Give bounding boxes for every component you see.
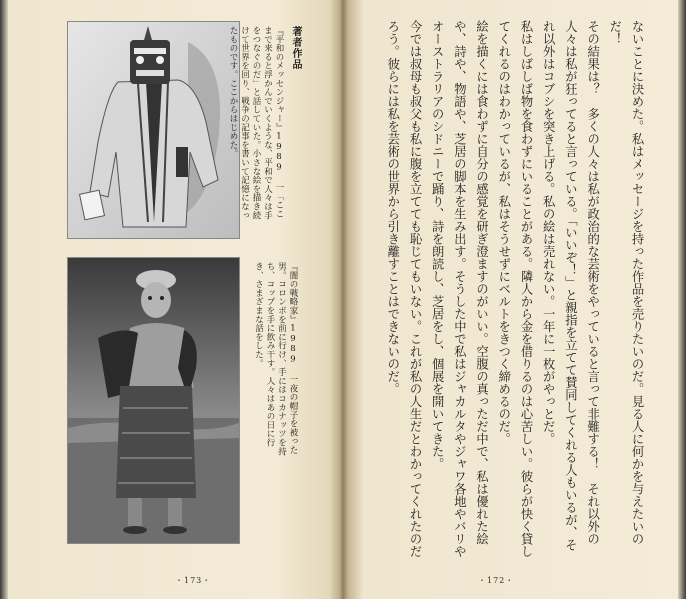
- mask-figure-illustration: [68, 22, 239, 238]
- artwork-photo-bottom: [67, 257, 240, 544]
- paragraph: 絵を描くには食わずに自分の感覚を研ぎ澄ますのがいい。空腹の真っただ中で、私は優れた絵や、詩や、物語や、芝居の脚本を生み出す。そうした中で私はジャカルタやジャワ各地やバリやオーストラリアのシドニーで踊り、詩を朗読し、芝居をし、個展を開いてきた。: [430, 20, 489, 558]
- main-body-text: [358, 20, 648, 560]
- paragraph: 今では叔母も叔父も私に腹を立てても恥じてもいない。これが私の人生だとわかってくれたのだろう。彼らには私を芸術の世界から引き離すことはできないのだ。: [385, 20, 422, 558]
- caption-heading: 著者作品: [290, 26, 301, 70]
- standing-man-illustration: [68, 258, 239, 543]
- page-number-right: ・172・: [478, 576, 515, 585]
- page-edge-right: [678, 0, 686, 599]
- caption-photo-bottom: 『闇の戦略家』1989 一夜の帽子を被った男。コロンボを前に行け、手にはコカナッツを持ち、コップを手に飲み干す。人々はあの日に行き、さまざまな話をした。: [253, 262, 298, 456]
- page-edge-left: [0, 0, 8, 599]
- page-number-left: ・173・: [175, 576, 212, 585]
- paragraph: 私はしばしば物を食わずにいることがある。隣人から金を借りるのは心苦しい。彼らが快く貸してくれるのはわかっているが、私はそうせずにベルトをきつく締めるのだ。: [496, 20, 533, 558]
- artwork-photo-top: [67, 21, 240, 239]
- paragraph: その結果は？ 多くの人々は私が政治的な芸術をやっていると言って非難する！ それ以外の人々は私が狂ってると言っている。「いいぞ！」と親指を立てて賛同してくれる人もいるが、それ以外はコブシを突き上げる。私の絵は売れない。一年に一枚がやっとだ。: [541, 20, 600, 552]
- caption-photo-top: 『平和のメッセンジャー』1989 一「ここまで来ると浮かんでいくような、平和で人々は手をつなぐのだ」と話していた。小さな絵を描き続けて世界を回り、戦争の記事を書いて記憶になったものです。ここからはじめた。: [228, 26, 284, 220]
- paragraph: ないことに決めた。私はメッセージを持った作品を売りたいのだ。見る人に何かを与えたいのだ！: [607, 20, 644, 545]
